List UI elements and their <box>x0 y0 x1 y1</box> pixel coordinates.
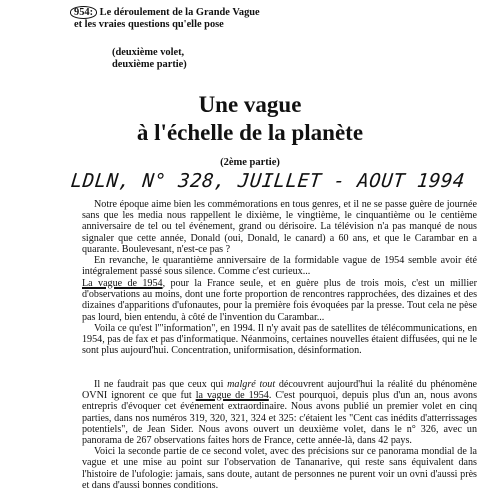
paragraph-ovni-line <box>82 379 477 446</box>
article-subtitle <box>112 47 312 70</box>
header-line-1 <box>74 6 404 19</box>
paragraph-intro-text-2: En revanche, le quarantième anniversaire de la formidable vague de 1954 semble avoir été intégralement passé sous silence. Comme c'est curieux... <box>82 255 477 278</box>
paragraph-tananarive-text: Voici la seconde partie de ce second volet, avec des précisions sur ce panorama mondial de la vague et une mise au point sur l'observation de Tananarive, qui reste sans équivalent dans l'histoire de l'ufologie: jamais, sans doute, autant de personnes ne purent voir un ovni d'aussi près et dans d'aussi bonnes conditions. <box>82 446 477 491</box>
subtitle-line-1: (deuxième volet, <box>112 47 185 58</box>
subtitle-line-2: deuxième partie) <box>112 58 187 70</box>
paragraph-intro-text: Notre époque aime bien les commémorations en tous genres, et il ne se passe guère de journée sans que les media nous rappellent le dixième, le vingtième, le cinquantième ou le centième anniversaire de tel ou tel événement, grand ou dérisoire. La télévision n'a pas manqué de nous signaler que cette année, Donald (oui, Donald, le canard) a 60 ans, et que le Carambar en a quarante. Boulevesant, n'est-ce pas ? <box>82 199 477 255</box>
paragraph-vague-text: , pour la France seule, et en guère plus de trois mois, c'est un millier d'observations au moins, dont une forte proportion de rencontres rapprochées, des dizaines et des dizaines d'apparitions d'ufonautes, pour la première fois évoquées par la presse. Tout cela ne pèse pas lourd, bien entendu, à côté de l'invention du Carambar... <box>82 278 477 323</box>
main-title-line-2: à l'échelle de la planète <box>136 120 364 145</box>
underlined-phrase-2: la vague de 1954 <box>195 390 269 402</box>
paragraph-ovni-text-c: . C'est pourquoi, depuis plus d'un an, nous avons entrepris d'évoquer cet événement extraordinaire. Nous avons publié un premier volet en cinq parties, dans nos numéros 319, 320, 321, 324 et 325: c'étaient les "Cent cas inédits d'atterrissages potentiels", de Jean Sider. Nous avons ouvert un deuxième volet, dans le n° 326, avec un panorama de 267 observations faites hors de France, cette année-là, dans 42 pays. <box>82 390 477 447</box>
article-header <box>74 6 404 31</box>
paragraph-vague <box>82 278 477 356</box>
paragraph-ovni-text-a: Il ne faudrait pas que ceux qui <box>94 379 228 390</box>
underlined-phrase: La vague de 1954 <box>82 278 163 289</box>
article-number: 954: <box>70 6 97 19</box>
main-title-line-1: Une vague <box>198 92 302 117</box>
paragraph-intro <box>82 199 477 277</box>
paragraph-ovni-text-b: découvrent aujourd'hui la réalité du phénomène OVNI ignorent ce que fut <box>82 379 477 402</box>
italic-phrase: malgré tout <box>227 379 276 390</box>
paragraph-vague-line <box>82 278 477 323</box>
handwritten-reference: LDLN, N° 328, JUILLET - AOUT 1994 <box>69 170 466 192</box>
paragraph-ovni <box>82 379 477 491</box>
paragraph-information-text: Voila ce qu'est l'"information", en 1994. Il n'y avait pas de satellites de télécommunications, en 1954, pas de fax et pas d'informatique. Néanmoins, certaines nouvelles étaient diffusées, qui ne le sont plus aujourd'hui. Concentration, uniformisation, désinformation. <box>82 322 477 357</box>
header-title-line-1: Le déroulement de la Grande Vague <box>99 7 260 18</box>
header-title-line-2: et les vraies questions qu'elle pose <box>74 19 224 30</box>
part-label: (2ème partie) <box>220 157 280 168</box>
